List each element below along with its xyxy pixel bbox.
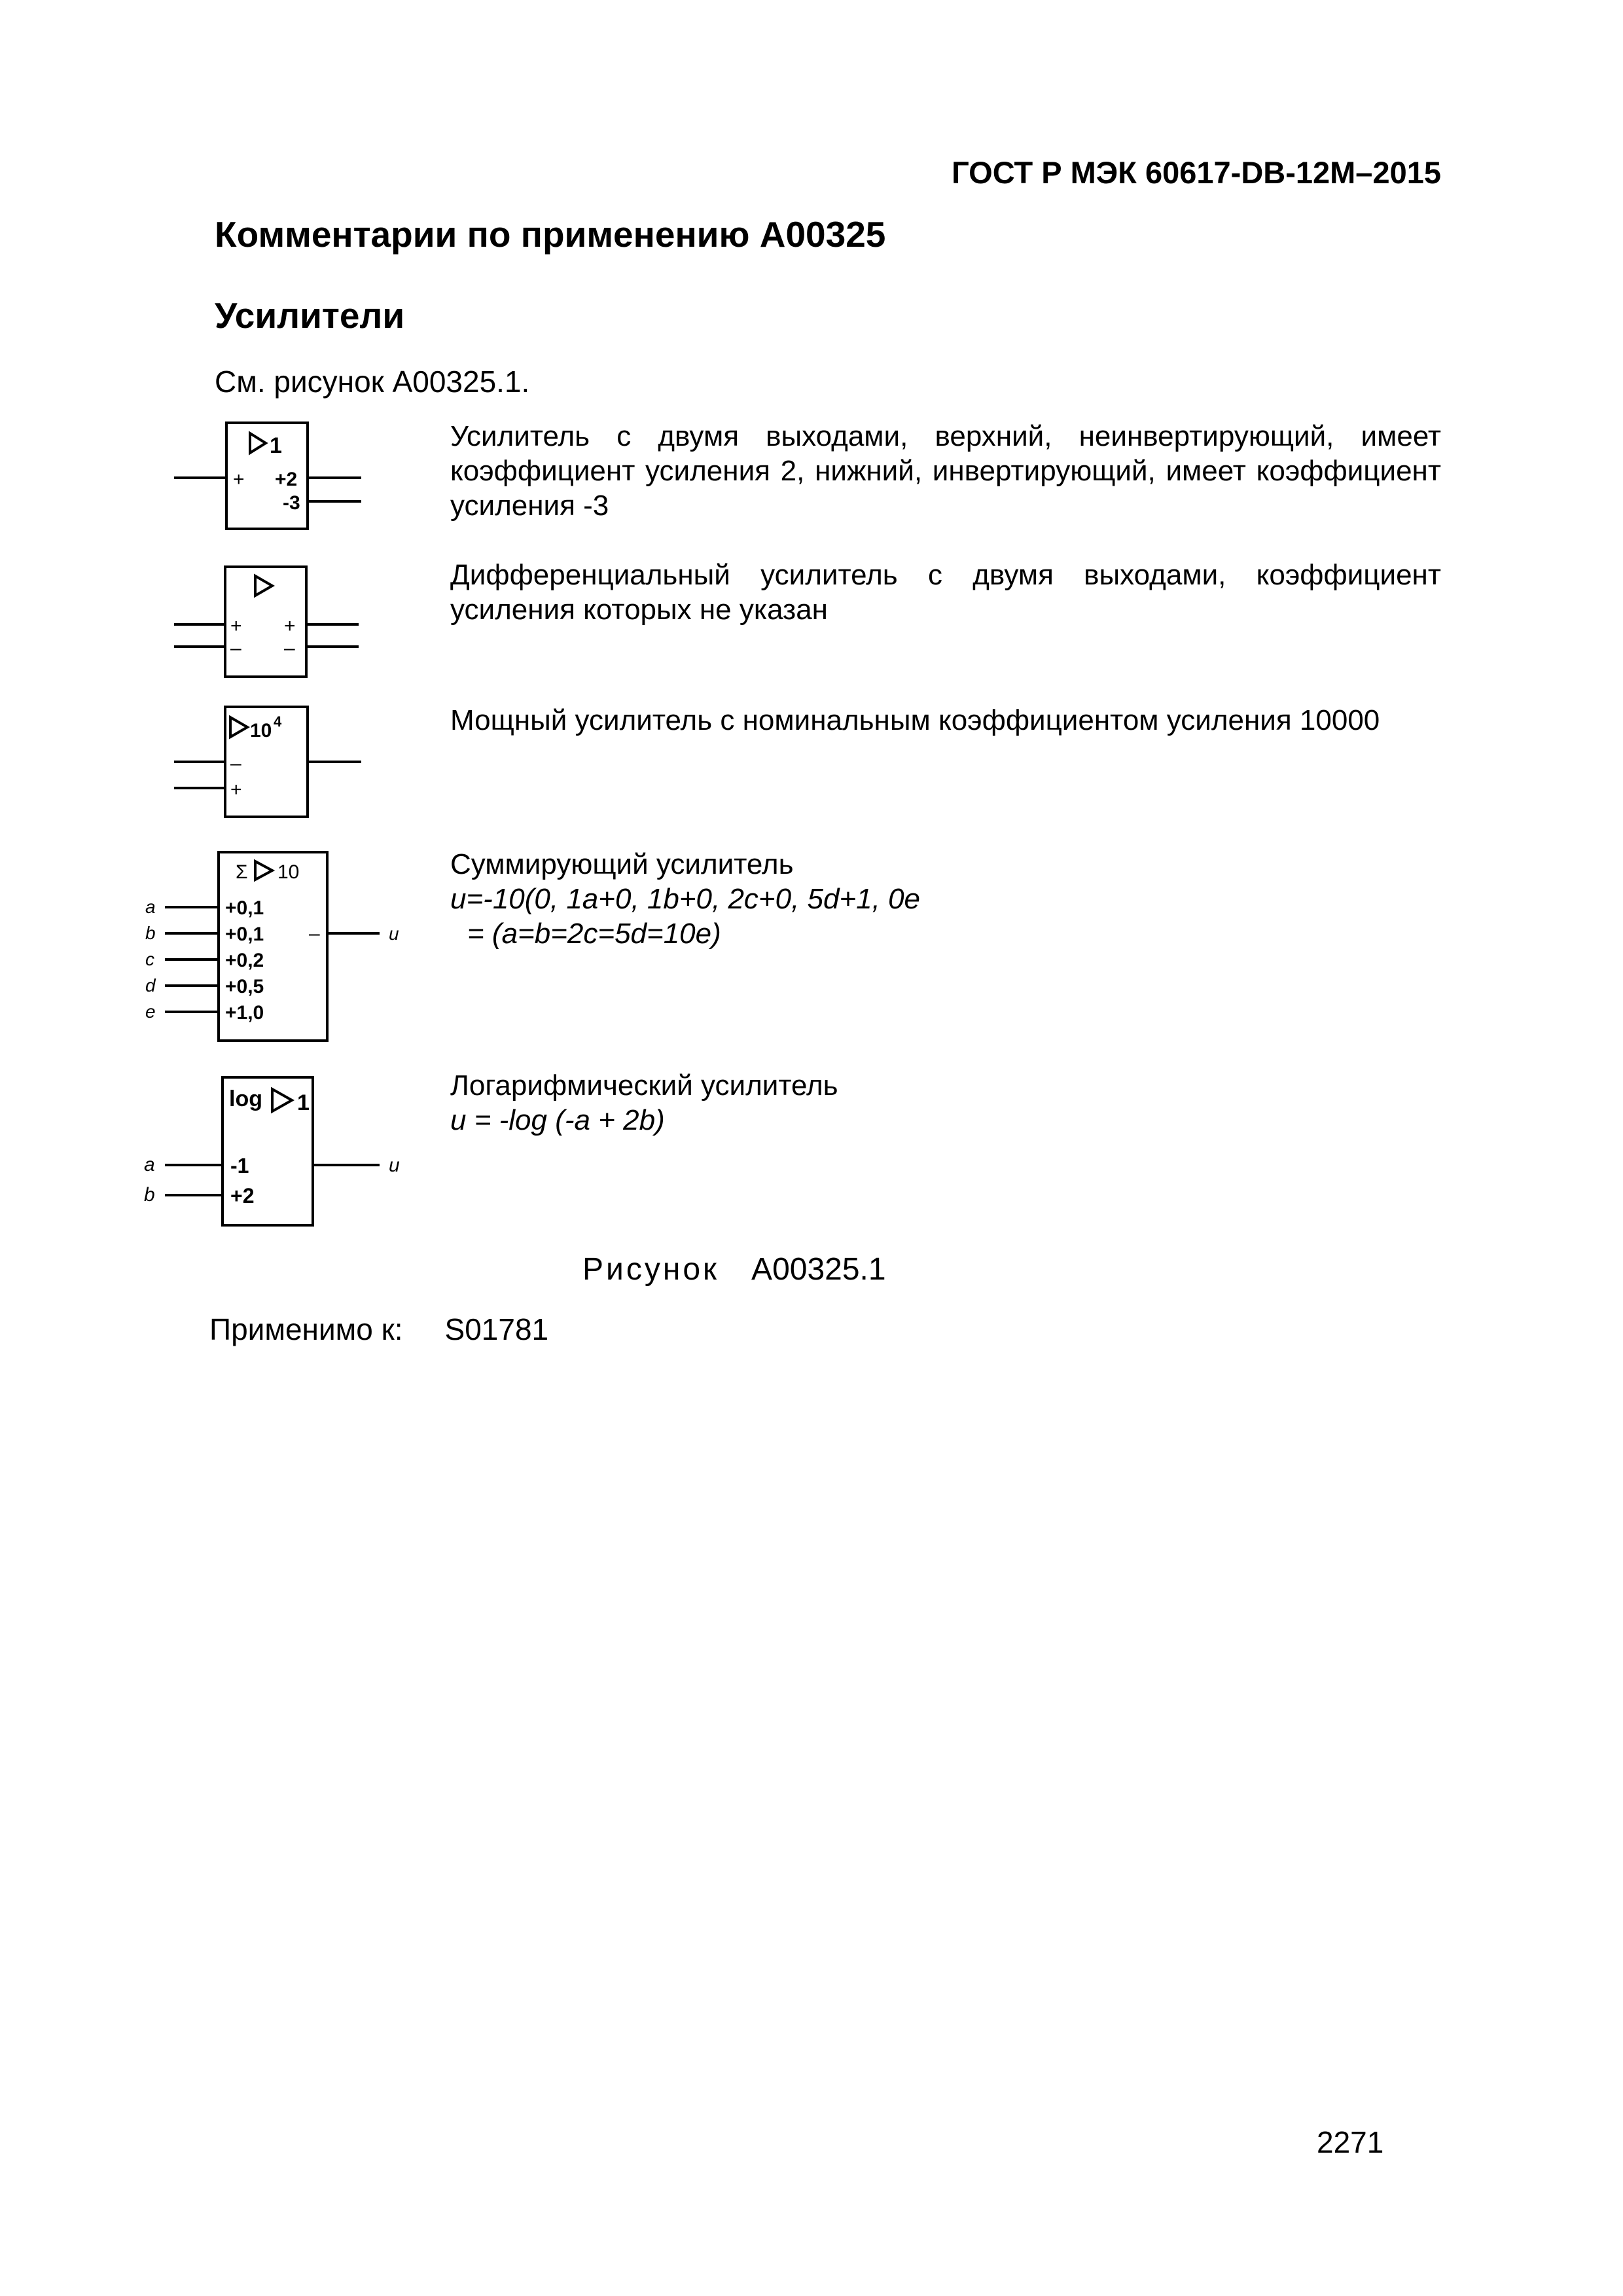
applies-to-label: Применимо к: xyxy=(209,1312,403,1346)
input1-sign: + xyxy=(230,615,242,637)
figure-reference: См. рисунок A00325.1. xyxy=(215,365,530,399)
input-b-label: b xyxy=(145,923,156,943)
page-number: 2271 xyxy=(1317,2125,1384,2159)
item-text-5: Логарифмический усилитель xyxy=(450,1069,838,1102)
item-description-3 xyxy=(450,703,1441,738)
logarithmic-amplifier-diagram xyxy=(137,1073,412,1230)
gain-label: 1 xyxy=(297,1090,310,1115)
weight-d: +0,5 xyxy=(225,976,264,997)
standard-header: ГОСТ Р МЭК 60617-DB-12M–2015 xyxy=(952,155,1441,190)
item-text-3: Мощный усилитель с номинальным коэффициентом усиления 10000 xyxy=(450,704,1380,736)
amplifier-triangle-icon xyxy=(272,1089,292,1111)
output-label: u xyxy=(389,924,399,944)
input1-sign: – xyxy=(230,753,241,774)
applies-to-code: S01781 xyxy=(444,1312,549,1346)
weight-a: -1 xyxy=(230,1154,249,1177)
gain-label: 10 xyxy=(277,861,300,883)
amplifier-triangle-icon xyxy=(230,717,247,737)
amplifier-two-outputs-symbol xyxy=(170,419,366,540)
output1-sign: + xyxy=(284,615,296,637)
item-description-5 xyxy=(450,1068,1441,1138)
item-text-2: Дифференциальный усилитель с двумя выходами, коэффициент усиления которых не указан xyxy=(450,559,1441,626)
output-label: u xyxy=(389,1155,400,1176)
amplifier-triangle-icon xyxy=(255,861,272,880)
figure-caption-code: A00325.1 xyxy=(751,1252,886,1287)
output1-weight: +2 xyxy=(275,469,298,490)
applies-to xyxy=(209,1312,548,1347)
weight-a: +0,1 xyxy=(225,897,264,919)
sigma-icon: Σ xyxy=(236,861,248,883)
item-formula-4a: u=-10(0, 1a+0, 1b+0, 2c+0, 5d+1, 0e xyxy=(450,883,921,915)
input-sign: + xyxy=(233,469,245,490)
logarithmic-amplifier-symbol xyxy=(137,1073,412,1234)
item-formula-4b: = (a=b=2c=5d=10e) xyxy=(467,918,721,950)
output-sign: – xyxy=(309,923,320,944)
input-e-label: e xyxy=(145,1001,156,1022)
gain-exponent: 4 xyxy=(274,713,282,730)
input-b-label: b xyxy=(144,1184,155,1206)
summing-amplifier-diagram xyxy=(137,848,412,1058)
differential-amplifier-diagram xyxy=(170,563,366,681)
item-formula-5: u = -log (-a + 2b) xyxy=(450,1104,665,1136)
item-text-4: Суммирующий усилитель xyxy=(450,848,794,880)
input-a-label: a xyxy=(144,1154,155,1175)
power-amplifier-symbol xyxy=(170,703,366,824)
figure-caption-label: Рисунок xyxy=(582,1252,720,1287)
amplifier-triangle-icon xyxy=(250,433,266,453)
item-description-1 xyxy=(450,419,1441,523)
page-title: Комментарии по применению A00325 xyxy=(215,214,886,255)
gain-base: 10 xyxy=(250,720,272,742)
item-description-2 xyxy=(450,558,1441,627)
log-function-label: log xyxy=(229,1086,262,1111)
weight-b: +2 xyxy=(230,1184,255,1208)
weight-e: +1,0 xyxy=(225,1002,264,1024)
gain-label: 1 xyxy=(270,433,282,458)
differential-amplifier-symbol xyxy=(170,563,366,684)
input-d-label: d xyxy=(145,975,156,996)
item-description-4 xyxy=(450,847,1441,951)
input-c-label: c xyxy=(145,949,154,969)
amplifier-two-outputs-diagram xyxy=(170,419,366,537)
input2-sign: + xyxy=(230,779,242,800)
weight-c: +0,2 xyxy=(225,950,264,971)
summing-amplifier-symbol xyxy=(137,848,412,1061)
weight-b: +0,1 xyxy=(225,924,264,945)
amplifier-triangle-icon xyxy=(255,576,272,596)
output2-sign: – xyxy=(284,637,295,659)
section-heading: Усилители xyxy=(215,295,405,336)
power-amplifier-diagram xyxy=(170,703,366,821)
input2-sign: – xyxy=(230,637,241,659)
output2-weight: -3 xyxy=(283,492,300,514)
item-text-1: Усилитель с двумя выходами, верхний, неинвертирующий, имеет коэффициент усиления 2, нижний, инвертирующий, имеет коэффициент усиления -3 xyxy=(450,420,1441,522)
figure-caption xyxy=(582,1251,886,1287)
input-a-label: a xyxy=(145,897,156,917)
